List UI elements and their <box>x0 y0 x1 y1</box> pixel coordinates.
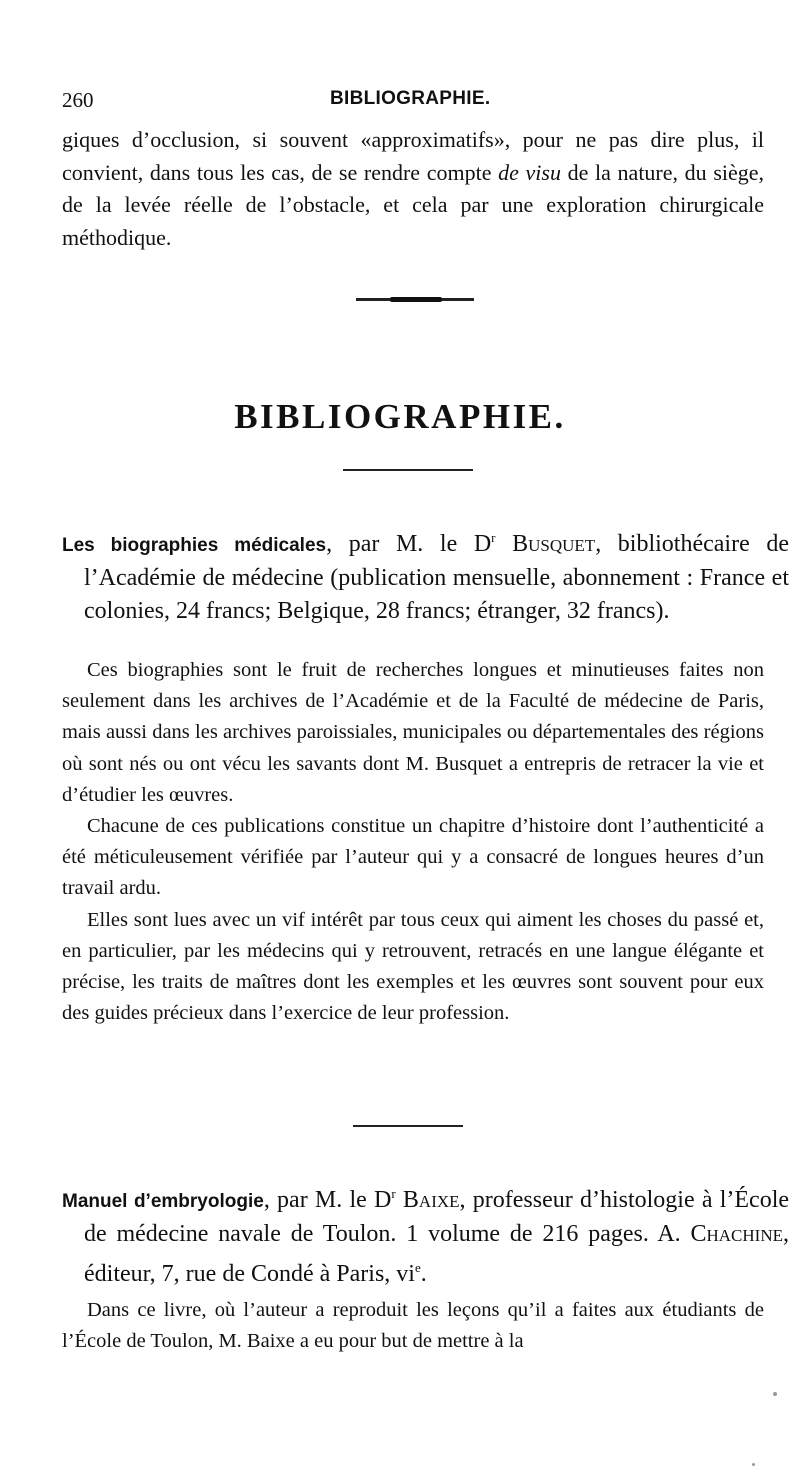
ornamental-rule-center <box>390 297 442 302</box>
section-title: BIBLIOGRAPHIE. <box>234 397 566 436</box>
author-1: Busquet <box>495 531 596 557</box>
body-paragraph: Chacune de ces publications constitue un chapitre d’histoire dont l’authenticité a été méticuleusement vérifiée par l’auteur qui y a consacré de longues heures d’un travail ardu. <box>62 815 764 900</box>
entry-2-rest: , éditeur, 7, rue de Condé à Paris, vi <box>84 1221 789 1287</box>
entry-2-mid: , professeur d’histologie à l’École de médecine navale de Toulon. 1 volume de 216 pages. A. <box>84 1187 790 1247</box>
entry-1-details: , bibliothécaire de l’Académie de médecine (publication mensuelle, abonnement : France et colonies, 24 francs; Belgique, 28 francs; étranger, 32 francs). <box>84 531 789 624</box>
bibliography-entry-2-body <box>62 1295 764 1357</box>
running-head <box>62 88 774 114</box>
bibliography-entry-1-heading <box>62 521 789 628</box>
body-paragraph: Elles sont lues avec un vif intérêt par tous ceux qui aiment les choses du passé et, en particulier, par les médecins qui y retrouvent, retracés en une langue élégante et précise, les traits de maîtres dont les exemples et les œuvres sont souvent pour eux des guides précieux dans l’exercice de leur profession. <box>62 908 764 1025</box>
continuation-text-2: de la nature, du siège, de la levée réelle de l’obstacle, et cela par une exploration chirurgicale méthodique. <box>62 159 765 250</box>
bibliography-entry-1-body <box>62 655 764 1029</box>
entry-2-rest-sup: e <box>414 1260 421 1275</box>
author-2: Baixe <box>395 1187 460 1213</box>
body-paragraph: Ces biographies sont le fruit de recherches longues et minutieuses faites non seulement dans les archives de l’Académie et de la Faculté de médecine de Paris, mais aussi dans les archives paroissiales, municipales ou départementales des régions où sont nés ou ont vécu les savants dont M. Busquet a entrepris de retracer la vie et d’étudier les œuvres. <box>62 659 764 806</box>
continuation-text-1: giques d’occlusion, si souvent «approximatifs», pour ne pas dire plus, il convient, dans tous les cas, de se rendre compte <box>62 127 764 185</box>
publisher-name: Chachine <box>690 1221 783 1247</box>
entry-1-sup: r <box>491 530 496 545</box>
entry-2-end: . <box>420 1261 427 1287</box>
page-number: 260 <box>62 88 94 112</box>
continuation-italic: de visu <box>498 159 561 185</box>
bibliography-entry-2-heading <box>62 1177 789 1291</box>
paper-speck <box>752 1463 755 1466</box>
paper-speck <box>773 1392 777 1396</box>
entry-1-by: , par M. le D <box>326 531 492 557</box>
book-title-2: Manuel d’embryologie <box>62 1191 264 1212</box>
running-title: BIBLIOGRAPHIE. <box>330 88 491 109</box>
entry-2-by: , par M. le D <box>263 1187 392 1213</box>
section-rule <box>343 469 473 471</box>
book-title-1: Les biographies médicales <box>62 535 327 556</box>
entry-2-sup: r <box>391 1186 396 1201</box>
separator-rule <box>353 1125 463 1127</box>
continuation-paragraph <box>62 124 764 254</box>
body-paragraph: Dans ce livre, où l’auteur a reproduit les leçons qu’il a faites aux étudiants de l’École de Toulon, M. Baixe a eu pour but de mettre à la <box>62 1299 764 1353</box>
